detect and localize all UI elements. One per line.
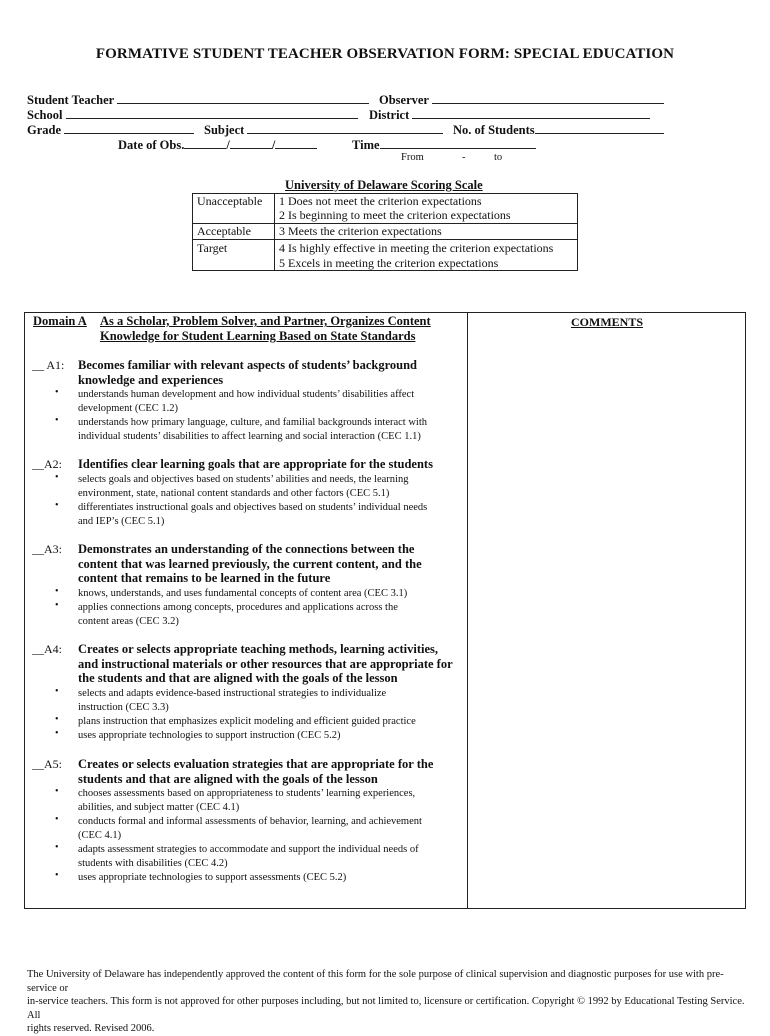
criterion-text: environment, state, national content standards and other factors (CEC 5.1) <box>78 488 390 499</box>
criterion-text: differentiates instructional goals and objectives based on students’ individual needs <box>78 502 428 513</box>
student-teacher-field <box>27 92 369 108</box>
comments-area[interactable] <box>467 329 747 904</box>
scale-level-desc: 2 Is beginning to meet the criterion expectations <box>279 208 511 222</box>
criterion-text: and IEP’s (CEC 5.1) <box>78 516 165 527</box>
bullet-icon: • <box>55 415 59 426</box>
date-of-obs-field <box>118 137 317 153</box>
bullet-icon: • <box>55 870 59 881</box>
bullet-icon: • <box>55 686 59 697</box>
scoring-scale-title: University of Delaware Scoring Scale <box>285 178 483 192</box>
bullet-icon: • <box>55 842 59 853</box>
scale-level-label: Target <box>197 241 228 255</box>
criterion-text: individual students’ disabilities to affect learning and social interaction (CEC 1.1) <box>78 431 421 442</box>
num-students-label: No. of Students <box>453 123 535 137</box>
item-title: Identifies clear learning goals that are appropriate for the students <box>78 457 433 471</box>
bullet-icon: • <box>55 472 59 483</box>
domain-title-line: Knowledge for Student Learning Based on State Standards <box>100 329 416 343</box>
domain-a-section <box>24 312 746 909</box>
district-label: District <box>369 108 410 122</box>
subject-label: Subject <box>204 123 245 137</box>
comments-heading: COMMENTS <box>571 315 643 329</box>
item-title: Creates or selects appropriate teaching methods, learning activities, <box>78 642 439 656</box>
criterion-text: uses appropriate technologies to support instruction (CEC 5.2) <box>78 730 341 741</box>
item-title: Demonstrates an understanding of the connections between the <box>78 542 415 556</box>
item-title: Becomes familiar with relevant aspects of students’ background <box>78 358 417 372</box>
criterion-text: applies connections among concepts, procedures and applications across the <box>78 602 398 613</box>
bullet-icon: • <box>55 814 59 825</box>
criterion-text: development (CEC 1.2) <box>78 403 179 414</box>
scale-level-desc: 5 Excels in meeting the criterion expectations <box>279 256 499 270</box>
subject-input-line[interactable] <box>247 122 443 134</box>
bullet-icon: • <box>55 714 59 725</box>
time-dash: - <box>462 152 466 163</box>
copyright-footer <box>27 968 745 1036</box>
date-year-line[interactable] <box>275 137 317 149</box>
item-score-blank-a3[interactable]: __A3: <box>32 542 62 556</box>
criterion-text: understands how primary language, culture, and familial backgrounds interact with <box>78 417 428 428</box>
item-title: content that remains to be learned in the future <box>78 571 331 585</box>
item-score-blank-a4[interactable]: __A4: <box>32 642 62 656</box>
date-of-obs-label: Date of Obs. <box>118 138 185 152</box>
subject-field <box>204 122 443 138</box>
date-month-line[interactable] <box>184 137 226 149</box>
item-score-blank-a2[interactable]: __A2: <box>32 457 62 471</box>
criterion-text: content areas (CEC 3.2) <box>78 616 179 627</box>
item-title: and instructional materials or other resources that are appropriate for <box>78 657 453 671</box>
scale-level-label: Unacceptable <box>197 194 263 208</box>
observer-input-line[interactable] <box>432 92 664 104</box>
item-title: content that was learned previously, the current content, and the <box>78 557 422 571</box>
bullet-icon: • <box>55 500 59 511</box>
criterion-text: (CEC 4.1) <box>78 830 122 841</box>
bullet-icon: • <box>55 586 59 597</box>
scale-level-desc: 4 Is highly effective in meeting the criterion expectations <box>279 241 554 255</box>
footer-line: The University of Delaware has independently approved the content of this form for the sole purpose of clinical supervision and diagnostic purposes for use with pre-service or <box>27 969 724 994</box>
student-teacher-input-line[interactable] <box>117 92 369 104</box>
item-score-blank-a1[interactable]: __ A1: <box>32 358 65 372</box>
scale-level-desc: 1 Does not meet the criterion expectations <box>279 194 482 208</box>
school-input-line[interactable] <box>66 107 358 119</box>
item-title: Creates or selects evaluation strategies that are appropriate for the <box>78 757 434 771</box>
date-slash: / <box>271 138 276 152</box>
domain-title-line: As a Scholar, Problem Solver, and Partner, Organizes Content <box>100 314 431 328</box>
item-score-blank-a5[interactable]: __A5: <box>32 757 62 771</box>
footer-line: in-service teachers. This form is not approved for other purposes including, but not limited to, licensure or certification. Copyright © 1992 by Educational Testing Service. All <box>27 996 745 1021</box>
criterion-text: plans instruction that emphasizes explicit modeling and efficient guided practice <box>78 716 416 727</box>
date-slash: / <box>226 138 230 152</box>
form-title: FORMATIVE STUDENT TEACHER OBSERVATION FORM: SPECIAL EDUCATION <box>95 46 675 62</box>
criterion-text: chooses assessments based on appropriateness to students’ learning experiences, <box>78 788 416 799</box>
date-day-line[interactable] <box>230 137 272 149</box>
criterion-text: students with disabilities (CEC 4.2) <box>78 858 228 869</box>
item-title: students and that are aligned with the goals of the lesson <box>78 772 378 786</box>
student-teacher-label: Student Teacher <box>27 93 114 107</box>
time-field <box>352 137 536 153</box>
time-from-label: From <box>401 152 424 163</box>
criterion-text: understands human development and how individual students’ disabilities affect <box>78 389 415 400</box>
criterion-text: selects goals and objectives based on students’ abilities and needs, the learning <box>78 474 409 485</box>
school-field <box>27 107 358 123</box>
bullet-icon: • <box>55 387 59 398</box>
observer-label: Observer <box>379 93 429 107</box>
time-to-label: to <box>494 152 503 163</box>
grade-input-line[interactable] <box>64 122 194 134</box>
bullet-icon: • <box>55 786 59 797</box>
item-title: knowledge and experiences <box>78 373 224 387</box>
grade-label: Grade <box>27 123 62 137</box>
scale-level-label: Acceptable <box>197 224 251 238</box>
item-title: the students and that are aligned with the goals of the lesson <box>78 671 398 685</box>
bullet-icon: • <box>55 728 59 739</box>
domain-label: Domain A <box>33 314 87 328</box>
criterion-text: uses appropriate technologies to support assessments (CEC 5.2) <box>78 872 347 883</box>
criterion-text: conducts formal and informal assessments of behavior, learning, and achievement <box>78 816 422 827</box>
num-students-field <box>453 122 664 138</box>
district-input-line[interactable] <box>412 107 650 119</box>
criterion-text: adapts assessment strategies to accommodate and support the individual needs of <box>78 844 419 855</box>
grade-field <box>27 122 194 138</box>
footer-line: rights reserved. Revised 2006. <box>27 1023 155 1034</box>
criterion-text: abilities, and subject matter (CEC 4.1) <box>78 802 240 813</box>
num-students-input-line[interactable] <box>535 122 664 134</box>
criterion-text: knows, understands, and uses fundamental concepts of content area (CEC 3.1) <box>78 588 408 599</box>
criterion-text: instruction (CEC 3.3) <box>78 702 169 713</box>
school-label: School <box>27 108 63 122</box>
observer-field <box>379 92 664 108</box>
time-input-line[interactable] <box>380 137 536 149</box>
scoring-scale-table <box>192 193 578 271</box>
time-label: Time <box>352 138 380 152</box>
bullet-icon: • <box>55 600 59 611</box>
district-field <box>369 107 650 123</box>
scale-level-desc: 3 Meets the criterion expectations <box>279 224 442 238</box>
scale-row-divider <box>193 239 577 240</box>
criterion-text: selects and adapts evidence-based instructional strategies to individualize <box>78 688 387 699</box>
